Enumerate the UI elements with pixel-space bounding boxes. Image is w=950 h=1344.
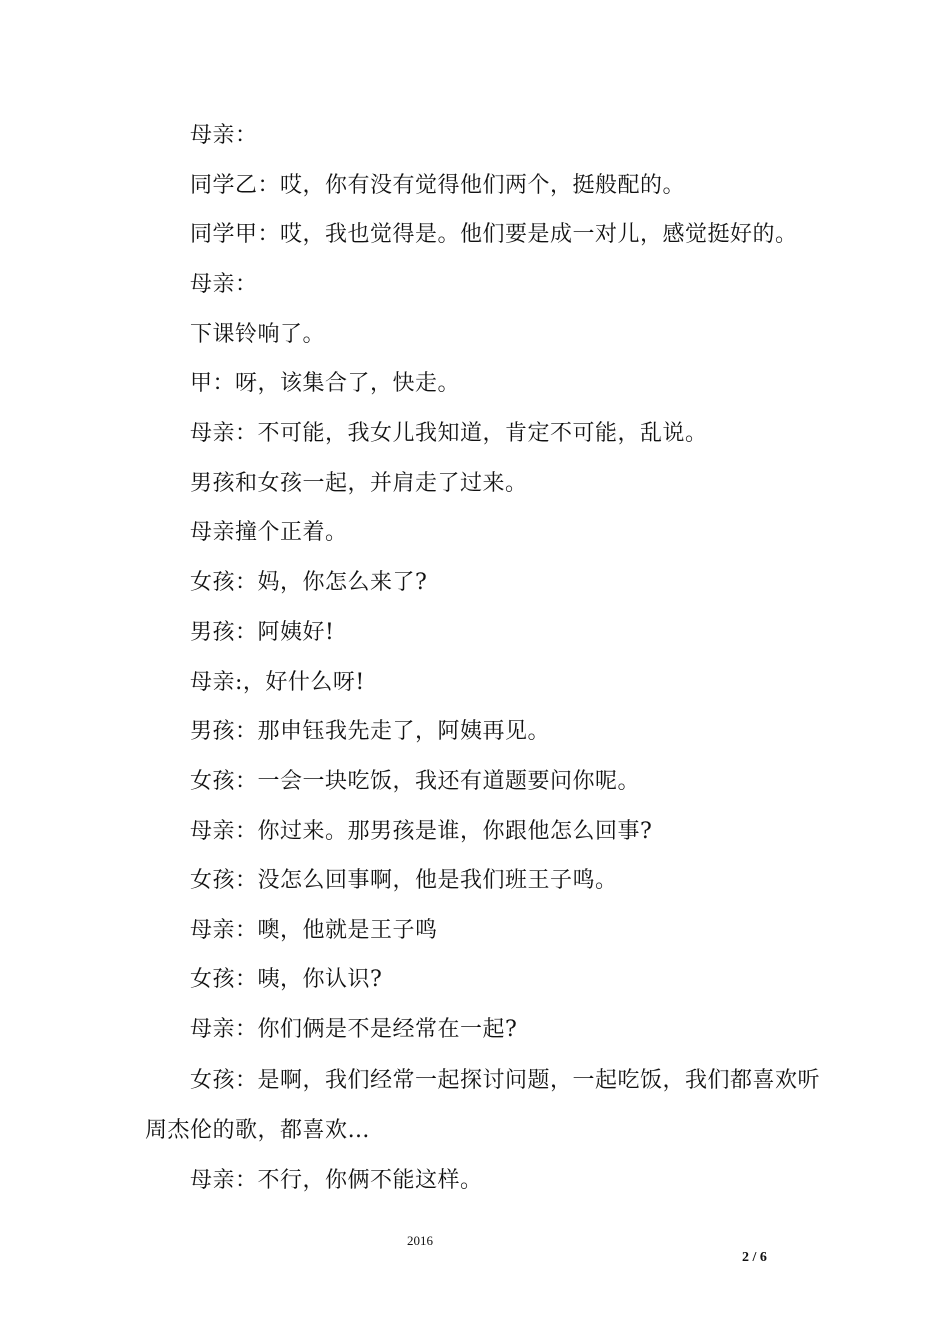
dialogue-line: 母亲:，好什么呀! <box>190 670 365 695</box>
dialogue-line: 甲：呀，该集合了，快走。 <box>190 371 461 396</box>
narration-line: 男孩和女孩一起，并肩走了过来。 <box>190 471 528 496</box>
page-number: 2 / 6 <box>742 1250 767 1265</box>
dialogue-line: 男孩：阿姨好! <box>190 620 335 645</box>
narration-line: 下课铃响了。 <box>190 322 326 347</box>
dialogue-line: 女孩：一会一块吃饭，我还有道题要问你呢。 <box>190 769 641 794</box>
narration-line: 母亲撞个正着。 <box>190 520 348 545</box>
dialogue-line: 女孩：没怎么回事啊，他是我们班王子鸣。 <box>190 868 618 893</box>
dialogue-line: 同学甲：哎，我也觉得是。他们要是成一对儿，感觉挺好的。 <box>190 222 798 247</box>
dialogue-line: 女孩：妈，你怎么来了? <box>190 570 428 595</box>
dialogue-line: 女孩：是啊，我们经常一起探讨问题，一起吃饭，我们都喜欢听 <box>190 1068 821 1093</box>
dialogue-line: 母亲： <box>190 272 258 297</box>
dialogue-line: 母亲：你们俩是不是经常在一起? <box>190 1017 518 1042</box>
dialogue-line: 男孩：那申钰我先走了，阿姨再见。 <box>190 719 551 744</box>
dialogue-line-continuation: 周杰伦的歌，都喜欢… <box>145 1118 371 1143</box>
dialogue-line: 母亲：不可能，我女儿我知道，肯定不可能，乱说。 <box>190 421 708 446</box>
dialogue-line: 母亲：噢，他就是王子鸣 <box>190 918 438 943</box>
footer-year: 2016 <box>407 1233 433 1248</box>
dialogue-line: 母亲：不行，你俩不能这样。 <box>190 1168 483 1193</box>
dialogue-line: 女孩：咦，你认识? <box>190 967 383 992</box>
dialogue-line: 母亲：你过来。那男孩是谁，你跟他怎么回事? <box>190 819 653 844</box>
dialogue-line: 同学乙：哎，你有没有觉得他们两个，挺般配的。 <box>190 173 686 198</box>
dialogue-line: 母亲： <box>190 123 258 148</box>
